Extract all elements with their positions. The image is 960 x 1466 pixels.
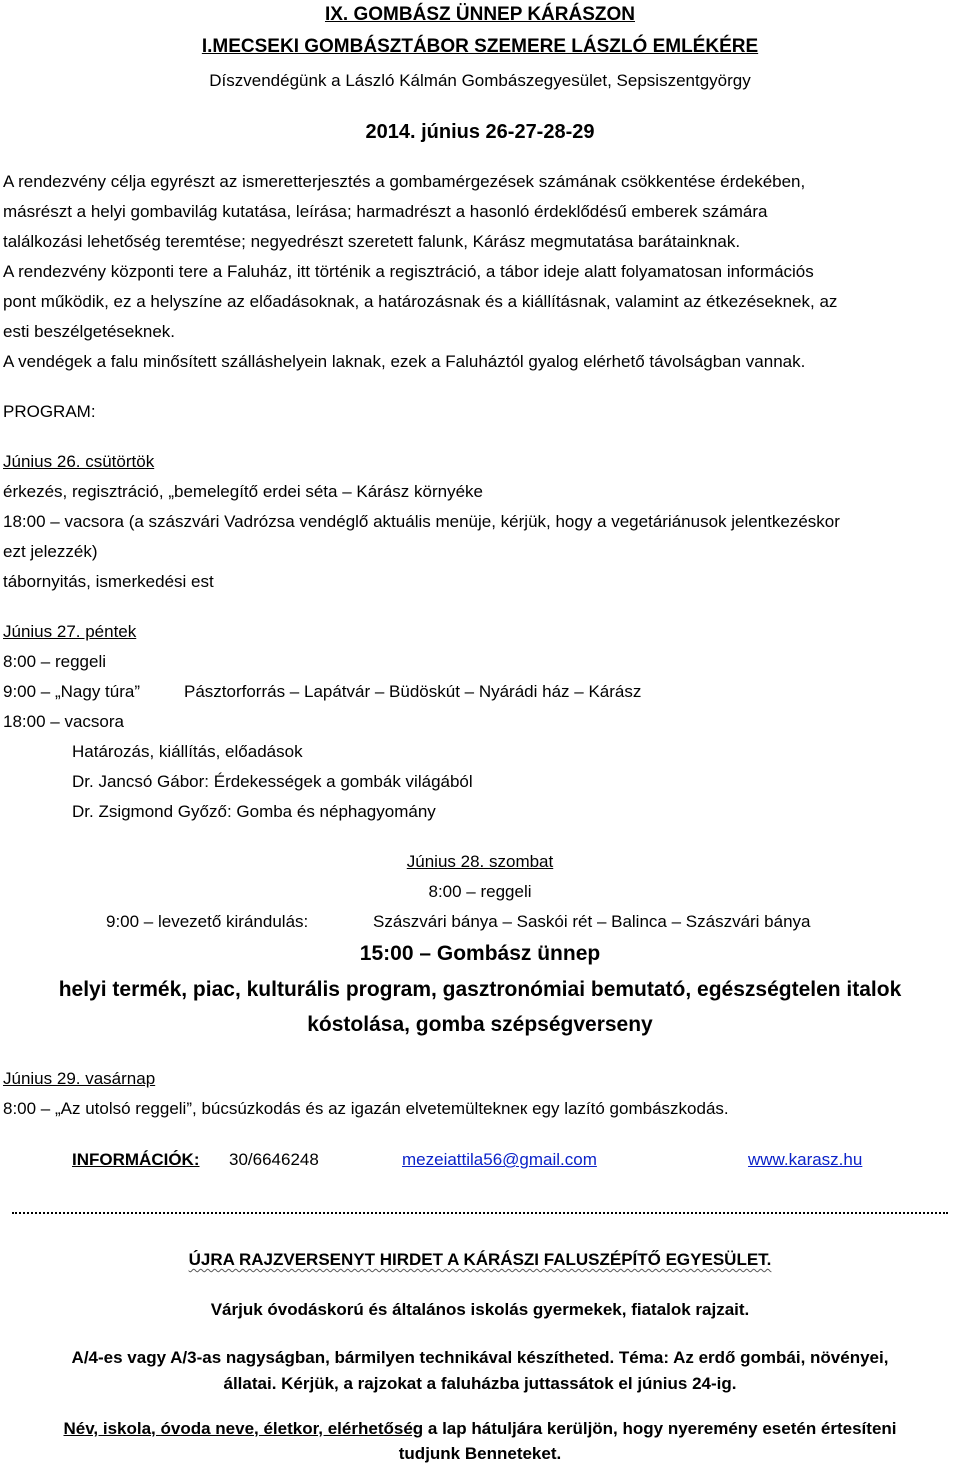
contest-line-4-rest: a lap hátuljára kerüljön, hogy nyeremény esetén értesíteni (423, 1419, 897, 1438)
day3-line-2-route: Szászvári bánya – Saskói rét – Balinca – Szászvári bánya (373, 912, 811, 931)
day3-line-1: 8:00 – reggeli (428, 882, 532, 901)
day2-line-2-route: Pásztorforrás – Lapátvár – Büdöskút – Nyárádi ház – Kárász (184, 682, 642, 701)
event-date: 2014. június 26-27-28-29 (365, 121, 595, 143)
day2-line-5: Dr. Jancsó Gábor: Érdekességek a gombák világából (72, 772, 473, 791)
day3-heading (3, 851, 957, 873)
dotted-divider (12, 1212, 948, 1214)
contest-line-4 (3, 1418, 957, 1440)
day1-heading-text: Június 26. csütörtök (3, 452, 155, 471)
intro-line-4: A rendezvény központi tere a Faluház, itt történik a regisztráció, a tábor ideje alatt folyamatosan információs (3, 262, 814, 281)
intro-line-7: A vendégek a falu minősített szálláshelyein laknak, ezek a Faluháztól gyalog elérhető távolságban vannak. (3, 352, 806, 371)
day3-heading-text: Június 28. szombat (406, 852, 554, 871)
camp-title: I.MECSEKI GOMBÁSZTÁBOR SZEMERE LÁSZLÓ EMLÉKÉRE (201, 36, 759, 57)
day3-line-5: kóstolása, gomba szépségverseny (307, 1013, 653, 1036)
intro-line-6: esti beszélgetéseknek. (3, 322, 175, 341)
day3-line-4: helyi termék, piac, kulturális program, gasztronómiai bemutató, egészségtelen italok (58, 978, 902, 1001)
event-title: IX. GOMBÁSZ ÜNNEP KÁRÁSZON (324, 4, 635, 25)
contest-line-3: állatai. Kérjük, a rajzokat a faluházba juttassátok el június 24-ig. (223, 1374, 737, 1393)
intro-line-1: A rendezvény célja egyrészt az ismeretterjesztés a gombamérgezések számának csökkentése érdekében, (3, 172, 806, 191)
contest-line-5: tudjunk Benneteket. (398, 1444, 562, 1463)
day2-line-2-time: 9:00 – „Nagy túra” (3, 682, 141, 701)
day1-line-3: ezt jelezzék) (3, 542, 98, 561)
day3-line-2-time: 9:00 – levezető kirándulás: (106, 912, 309, 931)
intro-line-2: másrészt a helyi gombavilág kutatása, leírása; harmadrészt a hasonló érdeklődésű emberek számára (3, 202, 768, 221)
day4-line-1: 8:00 – „Az utolsó reggeli”, búcsúzkodás és az igazán elvetemültekneк egy lazító gombászkodás. (3, 1099, 729, 1118)
day1-line-2: 18:00 – vacsora (a szászvári Vadrózsa vendéglő aktuális menüje, kérjük, hogy a vegetáriánusok jelentkezéskor (3, 512, 840, 531)
intro-line-5: pont működik, ez a helyszíne az előadásoknak, a határozásnak és a kiállításnak, valamint az étkezéseknek, az (3, 292, 838, 311)
day2-heading (3, 621, 957, 643)
day1-heading (3, 451, 957, 473)
day1-line-1: érkezés, regisztráció, „bemelegítő erdei séta – Kárász környéke (3, 482, 484, 501)
day1-line-4: tábornyitás, ismerkedési est (3, 572, 214, 591)
day2-line-1: 8:00 – reggeli (3, 652, 107, 671)
day4-heading-text: Június 29. vasárnap (3, 1069, 156, 1088)
info-email-link[interactable]: mezeiattila56@gmail.com (402, 1150, 597, 1169)
day2-heading-text: Június 27. péntek (3, 622, 137, 641)
contest-line-2: A/4-es vagy A/3-as nagyságban, bármilyen technikával készítheted. Téma: Az erdő gombái, növényei, (71, 1348, 889, 1367)
info-phone: 30/6646248 (229, 1150, 319, 1169)
contest-heading: ÚJRA RAJZVERSENYT HIRDET A KÁRÁSZI FALUSZÉPÍTŐ EGYESÜLET. (188, 1250, 772, 1269)
intro-line-3: találkozási lehetőség teremtése; negyedrészt szeretett falunk, Kárász megmutatása barátainknak. (3, 232, 741, 251)
program-label: PROGRAM: (3, 402, 96, 421)
info-label: INFORMÁCIÓK: (72, 1150, 200, 1169)
guest-line: Díszvendégünk a László Kálmán Gombászegyesület, Sepsiszentgyörgy (209, 71, 751, 90)
day3-festival: 15:00 – Gombász ünnep (359, 942, 601, 965)
contest-line-4-underlined: Név, iskola, óvoda neve, életkor, elérhetőség (63, 1419, 424, 1438)
day4-heading (3, 1068, 957, 1090)
day2-line-3: 18:00 – vacsora (3, 712, 124, 731)
day2-line-6: Dr. Zsigmond Győző: Gomba és néphagyomány (72, 802, 436, 821)
info-web-link[interactable]: www.karasz.hu (748, 1150, 863, 1169)
day2-line-4: Határozás, kiállítás, előadások (72, 742, 303, 761)
contest-line-1: Várjuk óvodáskorú és általános iskolás gyermekek, fiatalok rajzait. (210, 1300, 750, 1319)
